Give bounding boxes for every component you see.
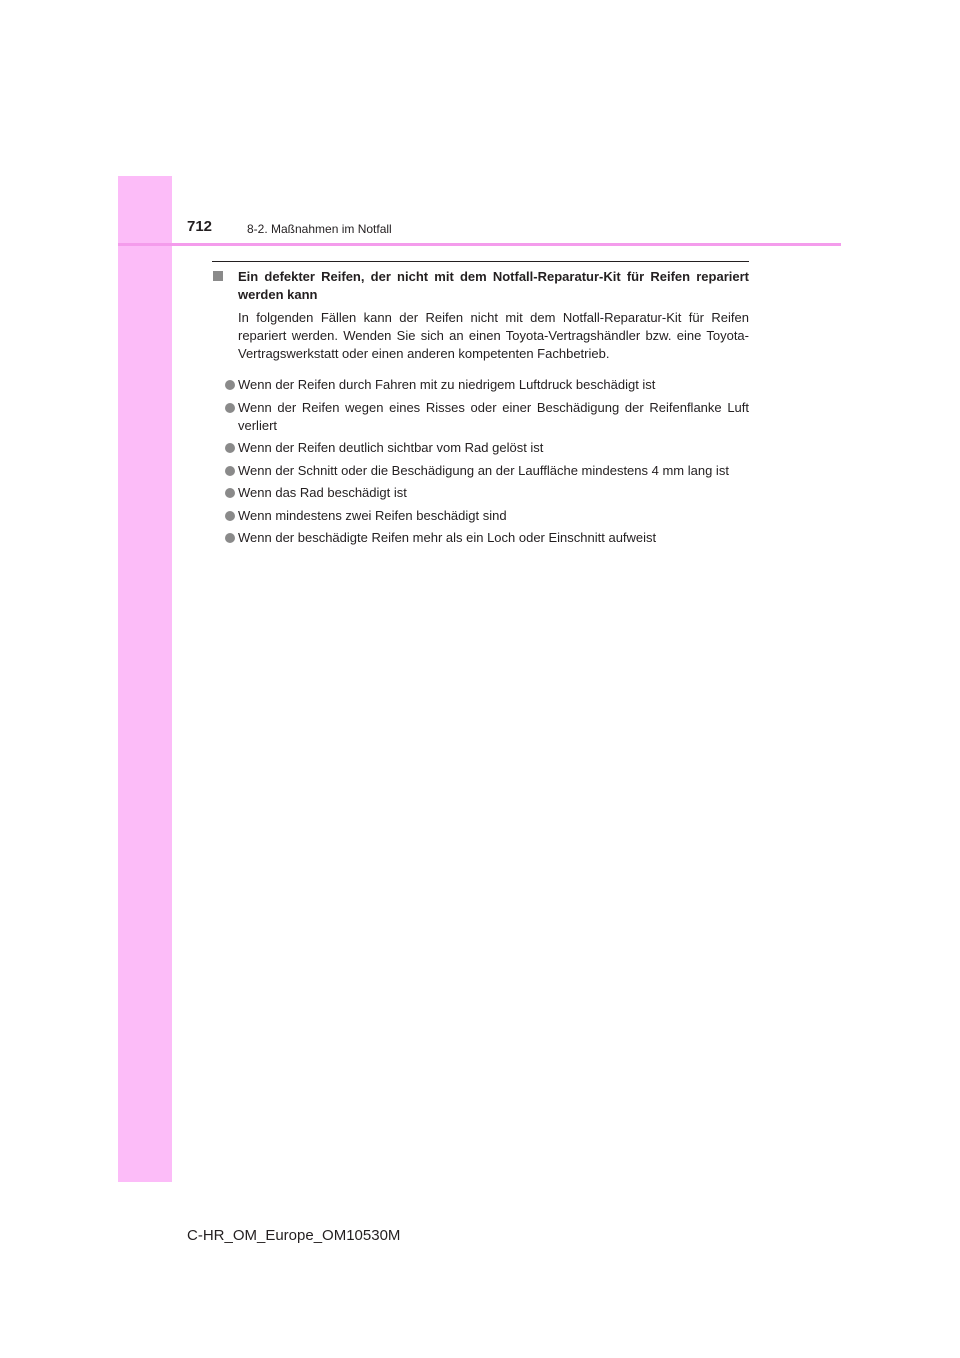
main-content	[212, 268, 749, 552]
document-code: C-HR_OM_Europe_OM10530M	[187, 1227, 401, 1244]
section-title: 8-2. Maßnahmen im Notfall	[247, 222, 392, 236]
circle-bullet-icon	[225, 443, 235, 453]
chapter-side-band	[118, 176, 172, 1182]
list-item-text: Wenn der Reifen wegen eines Risses oder einer Beschädigung der Reifenflanke Luft verliert	[238, 399, 749, 433]
list-item-text: Wenn der Reifen deutlich sichtbar vom Rad gelöst ist	[238, 440, 544, 455]
header-divider	[118, 243, 841, 246]
circle-bullet-icon	[225, 380, 235, 390]
circle-bullet-icon	[225, 511, 235, 521]
square-bullet-icon	[213, 271, 223, 281]
list-item-text: Wenn der Reifen durch Fahren mit zu niedrigem Luftdruck beschädigt ist	[238, 377, 656, 392]
subsection-heading	[212, 268, 749, 304]
list-item-text: Wenn mindestens zwei Reifen beschädigt sind	[238, 507, 507, 523]
list-item-text: Wenn der Schnitt oder die Beschädigung an der Lauffläche mindestens 4 mm lang ist	[238, 462, 729, 478]
list-item	[212, 399, 749, 435]
content-top-rule	[212, 261, 749, 262]
list-item-text: Wenn der beschädigte Reifen mehr als ein Loch oder Einschnitt aufweist	[238, 530, 657, 545]
list-item	[212, 376, 749, 394]
list-item	[212, 529, 749, 547]
circle-bullet-icon	[225, 403, 235, 413]
page-number: 712	[187, 218, 213, 235]
circle-bullet-icon	[225, 533, 235, 543]
circle-bullet-icon	[225, 466, 235, 476]
list-item	[212, 462, 749, 480]
bullet-list	[212, 376, 749, 547]
list-item	[212, 439, 749, 457]
subsection-heading-text: Ein defekter Reifen, der nicht mit dem Notfall-Reparatur-Kit für Reifen repariert werden kann	[238, 269, 749, 302]
list-item	[212, 507, 749, 525]
list-item	[212, 484, 749, 502]
circle-bullet-icon	[225, 488, 235, 498]
list-item-text: Wenn das Rad beschädigt ist	[238, 485, 407, 500]
intro-paragraph: In folgenden Fällen kann der Reifen nicht mit dem Notfall-Reparatur-Kit für Reifen repariert werden. Wenden Sie sich an einen Toyota-Vertragshändler bzw. eine Toyota-Vertragswerkstatt oder einen anderen kompetenten Fachbetrieb.	[238, 310, 749, 361]
